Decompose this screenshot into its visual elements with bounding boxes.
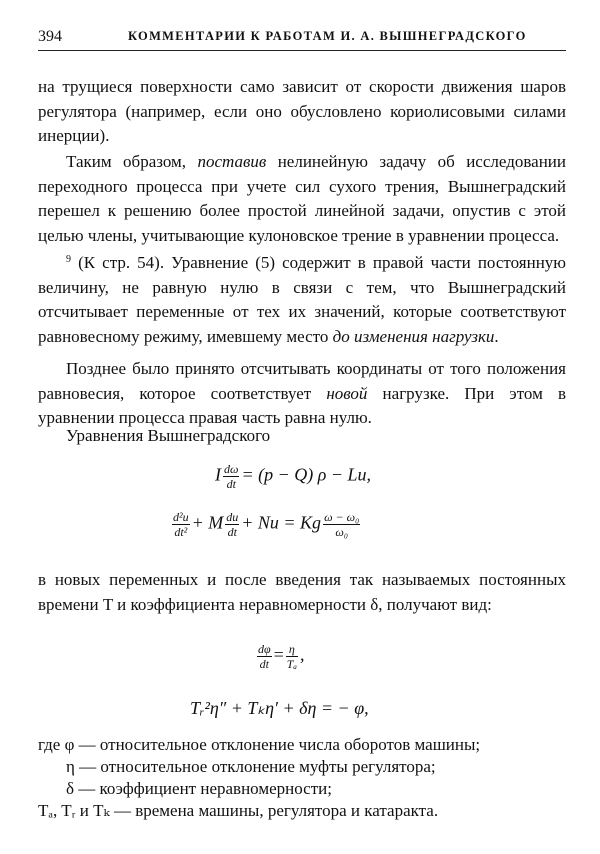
paragraph-new-variables [38,568,566,617]
equation-1 [215,462,371,491]
running-title: КОММЕНТАРИИ К РАБОТАМ И. А. ВЫШНЕГРАДСКОГО [128,29,527,43]
definition-times-text: Tₐ, Tᵣ и Tₖ — времена машины, регулятора и катаракта. [38,801,439,820]
eq2-mid2: + Nu = Kg [241,512,322,533]
definition-eta [66,756,436,778]
paragraph-new-load [38,357,566,431]
footnote-9-end: . [494,326,499,346]
eq2-den1: dt² [172,524,190,539]
definition-delta-text: δ — коэффициент неравномерности; [66,779,332,798]
eq3-fraction-2 [286,642,298,671]
equation-3 [255,642,304,671]
eq3-equals: = [273,644,284,665]
paragraph-friction [38,75,566,149]
footnote-marker: 9 [66,254,71,265]
definition-times [38,800,438,822]
paragraph-linearization-start: Таким образом, [66,152,198,171]
eq2-num1: d²u [173,510,189,524]
footnote-9 [38,248,566,349]
emphasis-do-izmeneniya: до изменения нагрузки [332,326,495,346]
definition-eta-text: η — относительное отклонение муфты регулятора; [66,757,436,776]
eq4-text: Tᵣ²η″ + Tₖη′ + δη = − φ, [190,698,369,718]
eq2-den2: dt [225,524,239,539]
eq2-fraction-3 [323,510,360,539]
eq2-num2: du [226,510,239,524]
eq2-num3: ω − ω₀ [324,510,360,524]
footnote-9-start: (К стр. 54). Уравнение (5) содержит в правой части постоянную величину, не равную нулю в связи с тем, что Вышнеградский отсчитывает переменные от тех их значений, которые соответствуют равновесному режиму, имевшему место [38,253,566,346]
eq1-fraction [223,462,239,491]
definition-phi-text: где φ — относительное отклонение числа оборотов машины; [38,735,481,754]
paragraph-new-load-start: Позднее было принято отсчитывать координаты от того положения равновесия, которое соответствует [38,359,566,403]
paragraph-linearization-end: нелинейную задачу об исследовании переходного процесса при учете сил сухого трения, Вышнеградский перешел к решению более простой линейной задачи, опустив с этой целью члены, учитывающие кулоновское трение в уравнении процесса. [38,152,566,245]
eq1-lhs: I [215,464,221,485]
eq1-den: dt [223,476,239,491]
paragraph-linearization [38,150,566,248]
paragraph-equations-intro-text: Уравнения Вышнеградского [66,426,271,445]
definition-delta [66,778,332,800]
eq1-num: dω [224,462,239,476]
equation-2 [170,510,362,539]
eq3-num2: η [288,642,295,656]
eq2-mid1: + M [191,512,224,533]
eq3-fraction-1 [257,642,272,671]
equation-4 [190,698,369,719]
eq3-den2: Tₐ [286,657,297,671]
page-number: 394 [38,28,62,45]
eq2-fraction-1 [172,510,190,539]
paragraph-new-load-end: нагрузке. При этом в уравнении процесса правая часть равна нулю. [38,383,566,427]
eq3-num1: dφ [258,642,271,656]
definition-phi [38,734,480,756]
eq3-end: , [299,644,305,665]
emphasis-novoy: новой [326,383,368,403]
paragraph-equations-intro [38,424,566,449]
eq2-den3: ω₀ [323,524,360,539]
emphasis-postaviv: поставив [197,152,267,171]
eq1-rhs: = (p − Q) ρ − Lu, [241,464,372,485]
page-header [38,22,566,51]
eq2-fraction-2 [225,510,239,539]
eq3-den1: dt [257,656,272,671]
paragraph-new-variables-text: в новых переменных и после введения так называемых постоянных времени T и коэффициента неравномерности δ, получают вид: [38,570,566,614]
paragraph-friction-text: на трущиеся поверхности само зависит от скорости движения шаров регулятора (например, если оно обусловлено кориолисовыми силами инерции). [38,77,566,145]
